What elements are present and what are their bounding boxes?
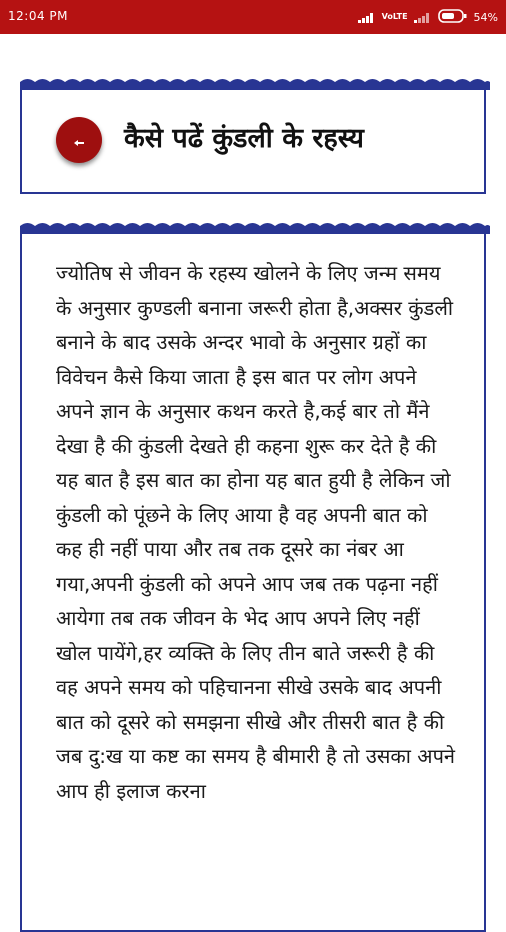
- title-card: [20, 88, 486, 194]
- volte-icon: VoLTE: [381, 12, 408, 21]
- scalloped-border-top: [20, 220, 490, 234]
- page-title: कैसे पढें कुंडली के रहस्य: [124, 123, 364, 154]
- battery-percent: 54%: [473, 10, 498, 24]
- status-time: 12:04 PM: [8, 9, 68, 23]
- content-card: [20, 232, 486, 932]
- status-icons: [358, 8, 498, 26]
- arrow-left-icon: [74, 131, 84, 150]
- status-bar: [0, 0, 506, 34]
- signal-icon: [358, 8, 376, 27]
- article-body: ज्योतिष से जीवन के रहस्य खोलने के लिए जन्म समय के अनुसार कुण्डली बनाना जरूरी होता है,अक्सर कुंडली बनाने के बाद उसके अन्दर भावो के अनुसार ग्रहों का विवेचन कैसे किया जाता है इस बात पर लोग अपने अपने ज्ञान के अनुसार कथन करते है,कई बार तो मैंने देखा है की कुंडली देखते ही कहना शुरू कर देते है की यह बात है इस बात का होना यह बात हुयी है लेकिन जो कुंडली को पूंछने के लिए आया है वह अपनी बात को कह ही नहीं पाया और तब तक दूसरे का नंबर आ गया,अपनी कुंडली को अपने आप जब तक पढ़ना नहीं आयेगा तब तक जीवन के भेद आप अपने लिए नहीं खोल पायेंगे,हर व्यक्ति के लिए तीन बाते जरूरी है की वह अपने समय को पहिचानना सीखे उसके बाद अपनी बात को दूसरे को समझना सीखे और तीसरी बात है की जब दु:ख या कष्ट का समय है बीमारी है तो उसका अपने आप ही इलाज करना: [56, 261, 456, 803]
- back-button[interactable]: [56, 117, 102, 163]
- battery-icon: [438, 8, 468, 27]
- signal-2-icon: [414, 8, 432, 27]
- scalloped-border-top: [20, 76, 490, 90]
